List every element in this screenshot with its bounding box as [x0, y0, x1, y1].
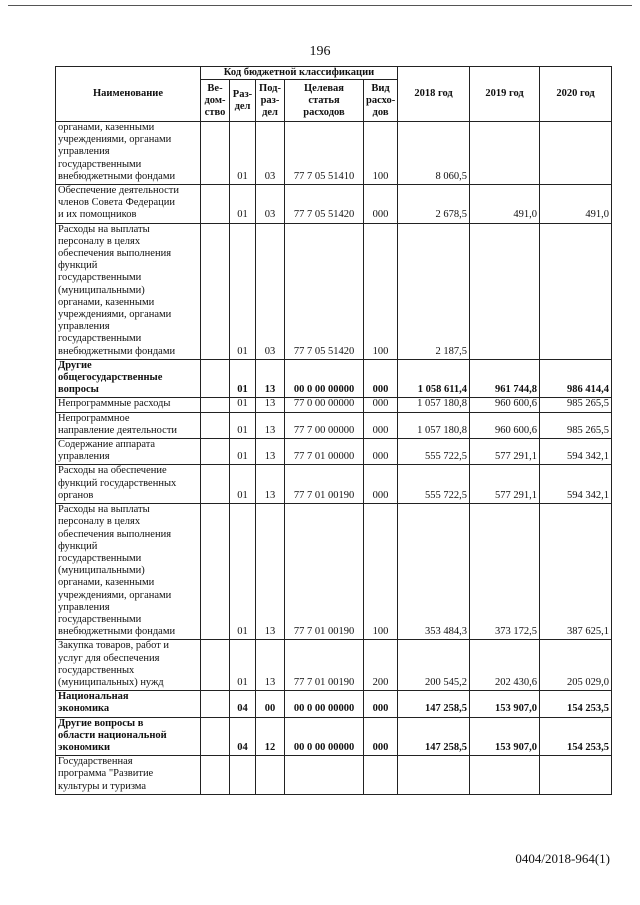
cell-celevaya-statya: 77 0 00 00000 [285, 398, 364, 412]
document-code: 0404/2018-964(1) [515, 851, 610, 866]
cell-2018: 1 058 611,4 [398, 359, 470, 398]
cell-2018: 8 060,5 [398, 122, 470, 185]
cell-razdel: 01 [230, 504, 256, 640]
cell-name: Непрограммные расходы [56, 398, 201, 412]
budget-table [55, 66, 612, 795]
table-header [56, 67, 612, 122]
cell-vedomstvo [201, 185, 230, 224]
cell-2020: 986 414,4 [540, 359, 612, 398]
table-row [56, 691, 612, 717]
header-2020: 2020 год [540, 67, 612, 122]
cell-razdel: 04 [230, 717, 256, 756]
cell-celevaya-statya: 00 0 00 00000 [285, 717, 364, 756]
table-row [56, 122, 612, 185]
cell-celevaya-statya: 77 7 01 00190 [285, 640, 364, 691]
cell-name: Расходы на обеспечение функций государственных органов [56, 465, 201, 504]
cell-vid-rashodov: 000 [364, 185, 398, 224]
header-razdel: Раз- дел [230, 80, 256, 122]
table-row [56, 640, 612, 691]
cell-name: Другие вопросы в области национальной экономики [56, 717, 201, 756]
table-row [56, 398, 612, 412]
cell-razdel: 01 [230, 122, 256, 185]
cell-vid-rashodov: 000 [364, 412, 398, 438]
cell-name: органами, казенными учреждениями, органами управления государственными внебюджетными фондами [56, 122, 201, 185]
cell-podrazdel: 03 [256, 223, 285, 359]
header-classification-group: Код бюджетной классификации [201, 67, 398, 80]
cell-2020: 154 253,5 [540, 691, 612, 717]
cell-celevaya-statya: 77 7 01 00000 [285, 439, 364, 465]
cell-2019: 961 744,8 [470, 359, 540, 398]
header-name: Наименование [56, 67, 201, 122]
cell-vedomstvo [201, 122, 230, 185]
cell-2020: 594 342,1 [540, 465, 612, 504]
cell-vedomstvo [201, 439, 230, 465]
cell-name: Закупка товаров, работ и услуг для обеспечения государственных (муниципальных) нужд [56, 640, 201, 691]
cell-name: Другие общегосударственные вопросы [56, 359, 201, 398]
cell-2019: 577 291,1 [470, 465, 540, 504]
cell-2019: 960 600,6 [470, 398, 540, 412]
page-number: 196 [309, 44, 331, 59]
cell-name: Государственная программа "Развитие культуры и туризма [56, 756, 201, 795]
table-row [56, 359, 612, 398]
cell-vedomstvo [201, 223, 230, 359]
header-2019: 2019 год [470, 67, 540, 122]
header-vid-rashodov: Вид расхо- дов [364, 80, 398, 122]
cell-2018: 555 722,5 [398, 439, 470, 465]
cell-2018: 1 057 180,8 [398, 412, 470, 438]
cell-razdel: 01 [230, 640, 256, 691]
table-row [56, 412, 612, 438]
table-row [56, 465, 612, 504]
cell-name: Содержание аппарата управления [56, 439, 201, 465]
cell-celevaya-statya [285, 756, 364, 795]
cell-podrazdel: 03 [256, 122, 285, 185]
cell-vid-rashodov: 000 [364, 717, 398, 756]
cell-podrazdel: 13 [256, 465, 285, 504]
table-row [56, 756, 612, 795]
cell-razdel: 01 [230, 359, 256, 398]
cell-celevaya-statya: 77 7 05 51420 [285, 223, 364, 359]
cell-2020: 154 253,5 [540, 717, 612, 756]
table-row [56, 504, 612, 640]
cell-vid-rashodov: 000 [364, 359, 398, 398]
cell-2018: 555 722,5 [398, 465, 470, 504]
cell-celevaya-statya: 77 7 05 51410 [285, 122, 364, 185]
cell-2018: 353 484,3 [398, 504, 470, 640]
cell-name: Расходы на выплаты персоналу в целях обеспечения выполнения функций государственными (муниципальными) органами, казенными учреждениями, органами управления государственными внебюджетными фондами [56, 223, 201, 359]
cell-vid-rashodov [364, 756, 398, 795]
cell-vedomstvo [201, 640, 230, 691]
cell-name: Непрограммное направление деятельности [56, 412, 201, 438]
cell-vedomstvo [201, 756, 230, 795]
cell-2020: 205 029,0 [540, 640, 612, 691]
cell-razdel: 01 [230, 398, 256, 412]
cell-vid-rashodov: 000 [364, 398, 398, 412]
cell-razdel [230, 756, 256, 795]
cell-podrazdel: 13 [256, 640, 285, 691]
table-row [56, 717, 612, 756]
cell-name: Национальная экономика [56, 691, 201, 717]
cell-vid-rashodov: 000 [364, 691, 398, 717]
cell-razdel: 01 [230, 185, 256, 224]
cell-2019: 373 172,5 [470, 504, 540, 640]
cell-2019: 202 430,6 [470, 640, 540, 691]
cell-podrazdel: 13 [256, 504, 285, 640]
cell-2020: 491,0 [540, 185, 612, 224]
cell-2019: 960 600,6 [470, 412, 540, 438]
cell-celevaya-statya: 77 7 01 00190 [285, 465, 364, 504]
cell-2019: 153 907,0 [470, 691, 540, 717]
cell-2019 [470, 756, 540, 795]
cell-2019: 577 291,1 [470, 439, 540, 465]
cell-razdel: 01 [230, 465, 256, 504]
cell-2019 [470, 223, 540, 359]
cell-vid-rashodov: 000 [364, 465, 398, 504]
cell-vedomstvo [201, 717, 230, 756]
cell-2020: 985 265,5 [540, 398, 612, 412]
cell-podrazdel: 03 [256, 185, 285, 224]
cell-2018: 147 258,5 [398, 691, 470, 717]
header-vedomstvo: Ве- дом- ство [201, 80, 230, 122]
cell-vid-rashodov: 200 [364, 640, 398, 691]
cell-2018: 2 678,5 [398, 185, 470, 224]
cell-celevaya-statya: 00 0 00 00000 [285, 691, 364, 717]
cell-vedomstvo [201, 412, 230, 438]
table-row [56, 439, 612, 465]
cell-vid-rashodov: 100 [364, 223, 398, 359]
cell-2019: 153 907,0 [470, 717, 540, 756]
top-border-line [8, 5, 632, 6]
cell-2020 [540, 122, 612, 185]
cell-2018: 2 187,5 [398, 223, 470, 359]
cell-vid-rashodov: 000 [364, 439, 398, 465]
cell-2018: 200 545,2 [398, 640, 470, 691]
cell-podrazdel: 00 [256, 691, 285, 717]
table-row [56, 185, 612, 224]
cell-podrazdel: 13 [256, 359, 285, 398]
cell-2019 [470, 122, 540, 185]
cell-vid-rashodov: 100 [364, 122, 398, 185]
cell-2018: 147 258,5 [398, 717, 470, 756]
cell-vedomstvo [201, 359, 230, 398]
header-2018: 2018 год [398, 67, 470, 122]
cell-2020: 387 625,1 [540, 504, 612, 640]
cell-2020 [540, 223, 612, 359]
cell-podrazdel: 13 [256, 412, 285, 438]
cell-razdel: 01 [230, 439, 256, 465]
cell-vedomstvo [201, 691, 230, 717]
cell-name: Расходы на выплаты персоналу в целях обеспечения выполнения функций государственными (муниципальными) органами, казенными учреждениями, органами управления государственными внебюджетными фондами [56, 504, 201, 640]
table-row [56, 223, 612, 359]
cell-celevaya-statya: 00 0 00 00000 [285, 359, 364, 398]
cell-razdel: 01 [230, 223, 256, 359]
cell-2020 [540, 756, 612, 795]
cell-2020: 594 342,1 [540, 439, 612, 465]
cell-podrazdel: 13 [256, 398, 285, 412]
cell-vedomstvo [201, 504, 230, 640]
cell-podrazdel: 12 [256, 717, 285, 756]
cell-celevaya-statya: 77 7 05 51420 [285, 185, 364, 224]
cell-celevaya-statya: 77 7 00 00000 [285, 412, 364, 438]
cell-vedomstvo [201, 398, 230, 412]
cell-2019: 491,0 [470, 185, 540, 224]
header-celevaya-statya: Целевая статья расходов [285, 80, 364, 122]
header-podrazdel: Под- раз- дел [256, 80, 285, 122]
table-body [56, 122, 612, 795]
cell-razdel: 01 [230, 412, 256, 438]
cell-2018 [398, 756, 470, 795]
cell-name: Обеспечение деятельности членов Совета Федерации и их помощников [56, 185, 201, 224]
cell-celevaya-statya: 77 7 01 00190 [285, 504, 364, 640]
cell-podrazdel: 13 [256, 439, 285, 465]
cell-podrazdel [256, 756, 285, 795]
cell-2018: 1 057 180,8 [398, 398, 470, 412]
cell-razdel: 04 [230, 691, 256, 717]
cell-vedomstvo [201, 465, 230, 504]
cell-vid-rashodov: 100 [364, 504, 398, 640]
cell-2020: 985 265,5 [540, 412, 612, 438]
